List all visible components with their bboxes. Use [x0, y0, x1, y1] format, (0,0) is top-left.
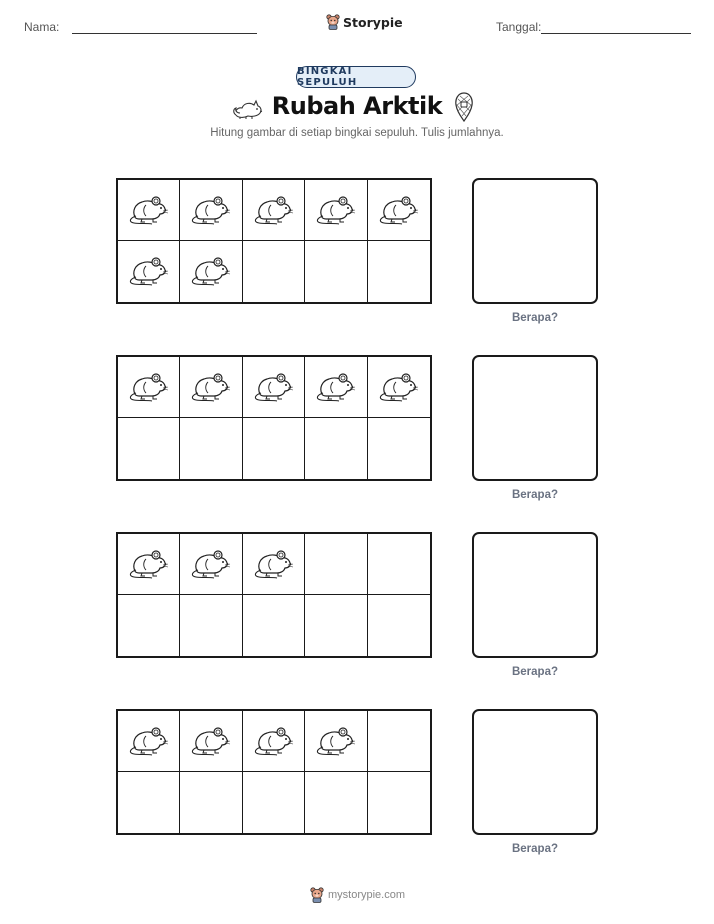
ten-frame-cell [368, 180, 430, 241]
mouse-icon [188, 192, 232, 230]
ten-frame-cell [118, 180, 180, 241]
ten-frame-cell [305, 180, 367, 241]
brand-logo [326, 14, 403, 30]
mouse-icon [251, 546, 295, 584]
ten-frame-cell [305, 711, 367, 772]
mouse-icon [313, 723, 357, 761]
ten-frame-cell [180, 595, 242, 656]
ten-frame-cell [180, 357, 242, 418]
ten-frame-cell [180, 241, 242, 302]
date-label: Tanggal: [496, 20, 542, 34]
answer-label: Berapa? [511, 312, 559, 324]
mouse-icon [126, 546, 170, 584]
instructions-text: Hitung gambar di setiap bingkai sepuluh. Tulis jumlahnya. [210, 127, 504, 139]
ten-frame-cell [368, 534, 430, 595]
page-title: Rubah Arktik [271, 92, 443, 120]
mouse-icon [313, 369, 357, 407]
date-line[interactable] [541, 33, 691, 34]
ten-frame-cell [243, 711, 305, 772]
ten-frame-cell [180, 180, 242, 241]
ten-frame-cell [118, 595, 180, 656]
answer-box[interactable] [472, 355, 598, 481]
answer-box[interactable] [472, 178, 598, 304]
ten-frame-cell [368, 595, 430, 656]
footer [310, 887, 405, 903]
footer-url[interactable]: mystorypie.com [328, 889, 406, 901]
ten-frame-cell [305, 772, 367, 833]
bear-mascot-icon [310, 887, 324, 903]
snowshoe-icon [453, 92, 475, 122]
mouse-icon [376, 192, 420, 230]
name-line[interactable] [72, 33, 257, 34]
mouse-icon [251, 723, 295, 761]
ten-frame-cell [243, 180, 305, 241]
bear-mascot-icon [326, 14, 340, 30]
mouse-icon [126, 369, 170, 407]
ten-frame-cell [118, 241, 180, 302]
answer-box[interactable] [472, 532, 598, 658]
ten-frame-cell [243, 772, 305, 833]
ten-frame [116, 178, 432, 304]
ten-frame-cell [243, 534, 305, 595]
ten-frame-cell [368, 241, 430, 302]
ten-frame-cell [243, 241, 305, 302]
ten-frame-cell [243, 418, 305, 479]
mouse-icon [188, 369, 232, 407]
ten-frame-cell [118, 357, 180, 418]
ten-frame-cell [368, 711, 430, 772]
ten-frame-cell [180, 711, 242, 772]
ten-frame [116, 709, 432, 835]
ten-frame-cell [305, 418, 367, 479]
mouse-icon [188, 723, 232, 761]
answer-label: Berapa? [511, 489, 559, 501]
ten-frame-cell [243, 357, 305, 418]
worksheet-type-badge: BINGKAI SEPULUH [296, 66, 416, 88]
ten-frame-cell [118, 772, 180, 833]
ten-frame-cell [118, 711, 180, 772]
mouse-icon [376, 369, 420, 407]
mouse-icon [126, 723, 170, 761]
ten-frame-cell [305, 357, 367, 418]
ten-frame [116, 532, 432, 658]
ten-frame-cell [305, 595, 367, 656]
ten-frame-cell [305, 534, 367, 595]
mouse-icon [126, 253, 170, 291]
mouse-icon [251, 369, 295, 407]
ten-frame-cell [118, 534, 180, 595]
mouse-icon [313, 192, 357, 230]
answer-box[interactable] [472, 709, 598, 835]
ten-frame-cell [305, 241, 367, 302]
ten-frame [116, 355, 432, 481]
ten-frame-cell [243, 595, 305, 656]
ten-frame-cell [180, 534, 242, 595]
mouse-icon [188, 546, 232, 584]
ten-frame-cell [118, 418, 180, 479]
mouse-icon [251, 192, 295, 230]
ten-frame-cell [368, 357, 430, 418]
mouse-icon [188, 253, 232, 291]
ten-frame-cell [368, 772, 430, 833]
ten-frame-cell [368, 418, 430, 479]
name-label: Nama: [24, 20, 60, 34]
brand-name: Storypie [343, 14, 403, 30]
answer-label: Berapa? [511, 666, 559, 678]
ten-frame-cell [180, 772, 242, 833]
answer-label: Berapa? [511, 843, 559, 855]
mouse-icon [126, 192, 170, 230]
ten-frame-cell [180, 418, 242, 479]
